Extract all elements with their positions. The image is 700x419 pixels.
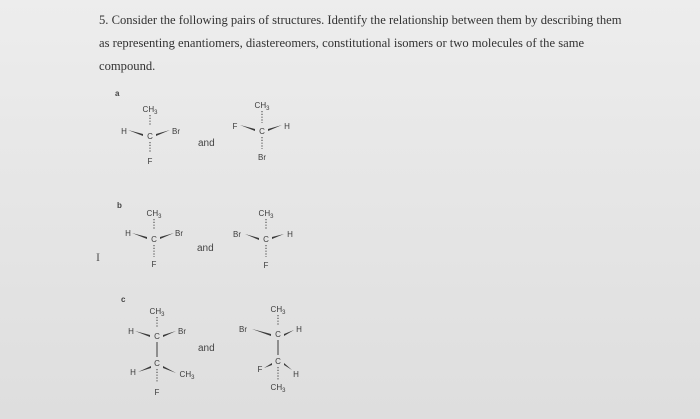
bottom-substituent-text: Br [258, 153, 266, 162]
question-text [99, 9, 689, 78]
wedge-bond [268, 125, 282, 131]
part-b-label: b [117, 201, 122, 210]
wedge-bond [132, 233, 147, 239]
carbon-text: C [263, 235, 269, 244]
wedge-bond [163, 331, 176, 337]
carbon-text: C [259, 127, 265, 136]
lower-carbon-text: C [154, 359, 160, 368]
upper-right-substituent-text: Br [178, 327, 186, 336]
part-a-left-structure [110, 98, 190, 173]
bottom-substituent-text: F [154, 388, 160, 397]
lower-carbon-text: C [275, 357, 281, 366]
bottom-substituent-text: F [147, 157, 153, 166]
part-a-and: and [198, 138, 215, 149]
upper-carbon-text: C [275, 330, 281, 339]
part-c-right-structure [226, 300, 316, 419]
question-line-2: as representing enantiomers, diastereomers, constitutional isomers or two molecules of the same [99, 36, 585, 50]
wedge-bond [240, 125, 255, 131]
upper-left-substituent-text: Br [239, 325, 247, 334]
part-c-left-structure [114, 300, 204, 419]
bottom-substituent-text: F [263, 261, 269, 270]
left-substituent-text: H [121, 127, 127, 136]
wedge-bond [128, 130, 143, 136]
left-substituent-text: H [125, 229, 131, 238]
upper-right-substituent-text: H [296, 325, 302, 334]
wedge-bond [138, 366, 151, 372]
methyl-top-text: $CH_3$ [142, 105, 158, 116]
lower-left-substituent-text: H [130, 368, 136, 377]
right-substituent-text: Br [172, 127, 180, 136]
methyl-top-text: $CH_3$ [270, 305, 286, 316]
wedge-bond [264, 363, 272, 368]
wedge-bond [163, 366, 176, 373]
wedge-bond [156, 130, 170, 136]
bottom-substituent-text: $CH_3$ [270, 383, 286, 394]
upper-left-substituent-text: H [128, 327, 134, 336]
part-c-label: c [121, 295, 126, 304]
methyl-top-text: $CH_3$ [258, 209, 274, 220]
methyl-top-text: $CH_3$ [149, 307, 165, 318]
question-line-3: compound. [99, 59, 156, 73]
part-b-and: and [197, 243, 214, 254]
upper-carbon-text: C [154, 332, 160, 341]
left-substituent-text: F [232, 122, 238, 131]
methyl-top-text: $CH_3$ [146, 209, 162, 220]
wedge-bond [135, 331, 150, 337]
wedge-bond [284, 330, 294, 336]
wedge-bond [252, 329, 271, 336]
part-c-and: and [198, 343, 215, 354]
wedge-bond [245, 234, 259, 240]
left-substituent-text: Br [233, 230, 241, 239]
question-line-1 [99, 9, 689, 32]
part-b-left-structure [112, 204, 192, 279]
lower-right-substituent-text: H [293, 370, 299, 379]
right-substituent-text: Br [175, 229, 183, 238]
part-a-label: a [115, 89, 120, 98]
question-line-1-text: Consider the following pairs of structures. Identify the relationship between them by describing them [111, 13, 622, 27]
wedge-bond [272, 234, 284, 239]
wedge-bond [284, 363, 292, 370]
carbon-text: C [151, 235, 157, 244]
margin-mark: I [96, 250, 100, 264]
bottom-substituent-text: F [151, 260, 157, 269]
lower-right-substituent-text: $CH_3$ [179, 370, 195, 381]
lower-left-substituent-text: F [257, 365, 263, 374]
right-substituent-text: H [287, 230, 293, 239]
question-number: 5. [99, 13, 109, 27]
part-a-right-structure [220, 98, 300, 173]
part-b-right-structure [224, 204, 304, 279]
methyl-top-text: $CH_3$ [254, 101, 270, 112]
wedge-bond [160, 233, 174, 239]
carbon-text: C [147, 132, 153, 141]
right-substituent-text: H [284, 122, 290, 131]
